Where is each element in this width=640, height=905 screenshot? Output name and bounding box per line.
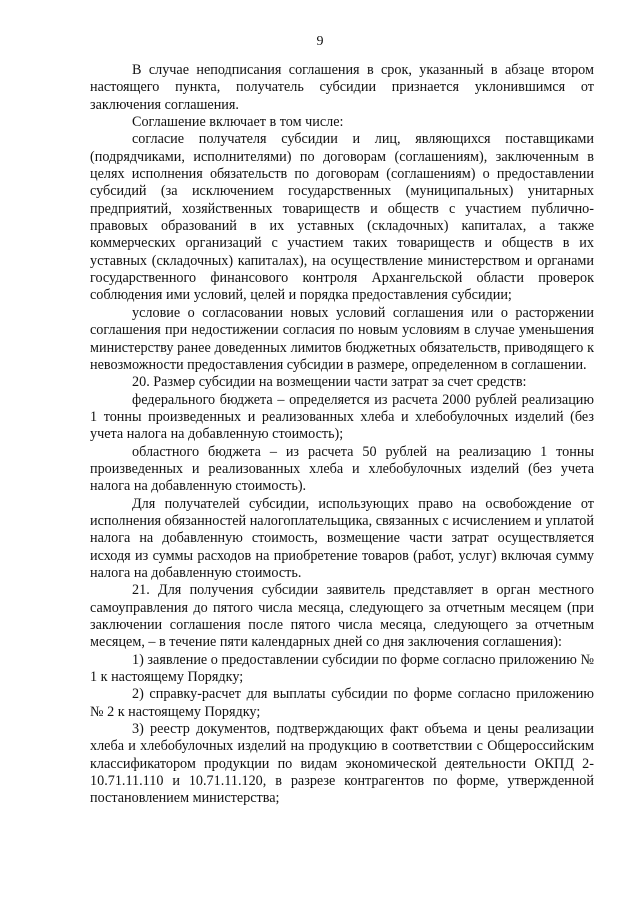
paragraph-federal-budget: федерального бюджета – определяется из расчета 2000 рублей реализацию 1 тонны произведенных и реализованных хлеба и хлебобулочных изделий (без учета налога на добавленную стоимость); [90,391,594,443]
paragraph-new-conditions: условие о согласовании новых условий соглашения или о расторжении соглашения при недостижении согласия по новым условиям в случае уменьшения министерству ранее доведенных лимитов бюджетных обязательств, приводящего к невозможности предоставления субсидии в размере, определенном в соглашении. [90,304,594,373]
paragraph-21-documents: 21. Для получения субсидии заявитель представляет в орган местного самоуправления до пятого числа месяца, следующего за отчетным месяцем (при заключении соглашения после пятого числа месяца, следующего за отчетным месяцем, – в течение пяти календарных дней со дня заключения соглашения): [90,582,594,651]
list-item-register: 3) реестр документов, подтверждающих факт объема и цены реализации хлеба и хлебобулочных изделий на продукцию в соответствии с Общероссийским классификатором продукции по видам экономической деятельности ОКПД 2-10.71.11.110 и 10.71.11.120, в разрезе контрагентов по форме, утвержденной постановлением министерства; [90,721,594,807]
paragraph-vat-exempt: Для получателей субсидии, использующих право на освобождение от исполнения обязанностей налогоплательщика, связанных с исчислением и уплатой налога на добавленную стоимость, возмещение части затрат осуществляется исходя из суммы расходов на приобретение товаров (работ, услуг) включая сумму налога на добавленную стоимость. [90,495,594,581]
list-item-calculation: 2) справку-расчет для выплаты субсидии по форме согласно приложению № 2 к настоящему Порядку; [90,686,594,720]
paragraph-consent-to-inspections: согласие получателя субсидии и лиц, являющихся поставщиками (подрядчиками, исполнителями) по договорам (соглашениям), заключенным в целях исполнения обязательств по договорам (соглашениям) о предоставлении субсидий (за исключением государственных (муниципальных) унитарных предприятий, хозяйственных товариществ и обществ с участием публично-правовых образований в их уставных (складочных) капиталах, а также коммерческих организаций с участием таких товариществ и обществ в их уставных (складочных) капиталах), на осуществление министерством и органами государственного финансового контроля Архангельской области проверок соблюдения ими условий, целей и порядка предоставления субсидии; [90,131,594,304]
list-item-application: 1) заявление о предоставлении субсидии по форме согласно приложению № 1 к настоящему Порядку; [90,651,594,686]
page-number: 9 [316,34,324,49]
paragraph-20-subsidy-amount: 20. Размер субсидии на возмещении части затрат за счет средств: [132,374,527,391]
paragraph-regional-budget: областного бюджета – из расчета 50 рублей на реализацию 1 тонны произведенных и реализованных хлеба и хлебобулочных изделий (без учета налога на добавленную стоимость). [90,443,594,495]
document-body [90,62,594,808]
paragraph-refusal-to-sign: В случае неподписания соглашения в срок, указанный в абзаце втором настоящего пункта, получатель субсидии признается уклонившимся от заключения соглашения. [90,62,594,113]
paragraph-agreement-includes: Соглашение включает в том числе: [132,114,344,131]
